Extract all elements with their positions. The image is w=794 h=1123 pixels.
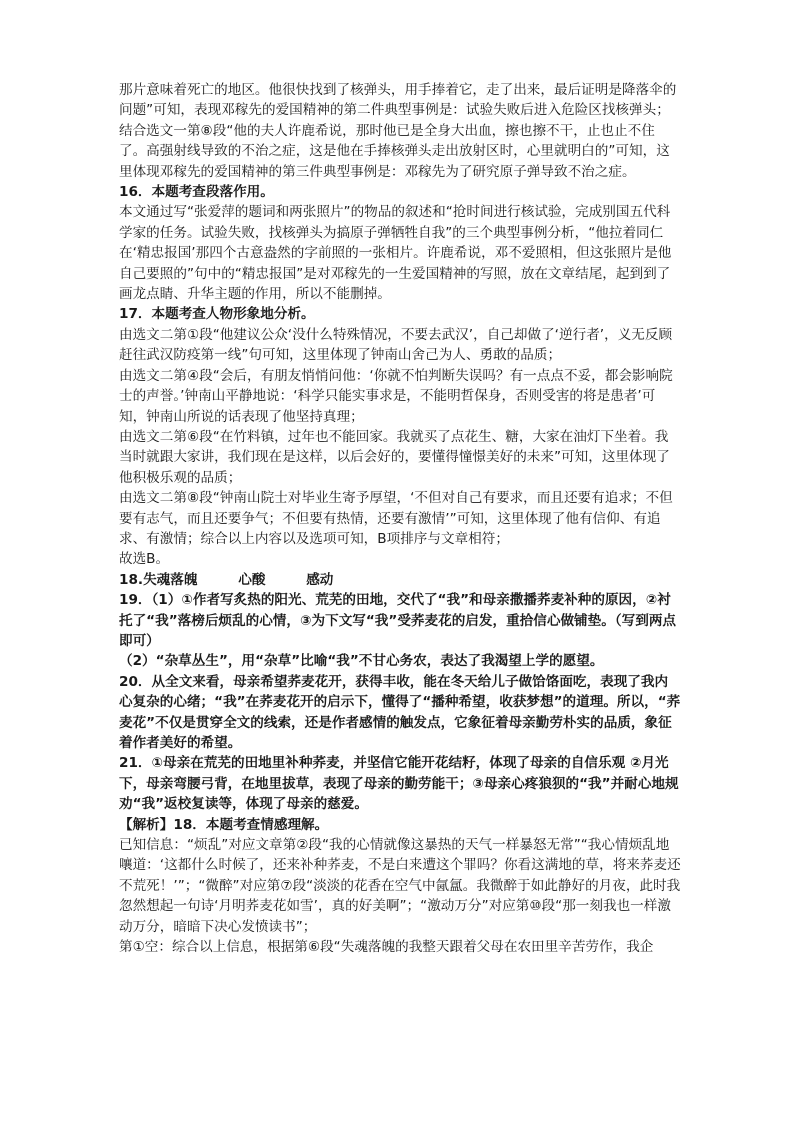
paragraph-answer-17-d: 由选文二第⑧段“钟南山院士对毕业生寄予厚望，‘不但对自己有要求，而且还要有追求；不但要有志气，而且还要争气；不但要有热情，还要有激情’”可知，这里体现了他有信仰、有追求、有激情；综合以上内容以及选项可知，B项排序与文章相符； — [119, 490, 673, 547]
paragraph-answer-17-b: 由选文二第④段“会后，有朋友悄悄问他：‘你就不怕判断失误吗？有一点点不妥，都会影响院士的声誉。’钟南山平静地说：‘科学只能实事求是，不能明哲保身，否则受害的将是患者’可知，钟南山所说的话表现了他坚持真理； — [119, 367, 673, 425]
analysis-18-blank-1: 第①空：综合以上信息，根据第⑥段“失魂落魄的我整天跟着父母在农田里辛苦劳作，我企 — [119, 939, 654, 956]
answer-19-2: （2）“杂草丛生”，用“杂草”比喻“我”不甘心务农，表达了我渴望上学的愿望。 — [119, 653, 604, 670]
question-16-heading: 16．本题考查段落作用。 — [119, 184, 274, 201]
analysis-18-info: 已知信息：“烦乱”对应文章第②段“我的心情就像这暴热的天气一样暴怒无常”“我心情烦乱地嚷道：‘这都什么时候了，还来补种荞麦，不是白来遭这个罪吗？你看这满地的草，将来荞麦还不荒死！’”；“微醉”对应第⑦段“淡淡的花香在空气中氤氲。我微醉于如此静好的月夜，此时我忽然想起一句诗‘月明荞麦花如雪’，真的好美啊”；“激动万分”对应第⑩段“那一刻我也一样激动万分，暗暗下决心发愤读书”； — [119, 837, 681, 935]
paragraph-answer-16: 本文通过写“张爱萍的题词和两张照片”的物品的叙述和“抢时间进行核试验，完成别国五代科学家的任务。试验失败，找核弹头为搞原子弹牺牲自我”的三个典型事例分析，“他拉着同仁在‘精忠报国’那四个古意盎然的字前照的一张相片。许鹿希说，邓不爱照相，但这张照片是他自己要照的”句中的“精忠报国”是对邓稼先的一生爱国精神的写照，放在文章结尾，起到到了画龙点睛、升华主题的作用，所以不能删掉。 — [119, 204, 672, 303]
answer-18: 18.失魂落魄 心酸 感动 — [119, 571, 334, 588]
answer-21: 21．①母亲在荒芜的田地里补种荞麦，并坚信它能开花结籽，体现了母亲的自信乐观 ②月光下，母亲弯腰弓背，在地里拔草，表现了母亲的勤劳能干；③母亲心疼狼狈的“我”并耐心地规劝“我”返校复读等，体现了母亲的慈爱。 — [119, 755, 679, 813]
paragraph-answer-17-choice: 故选B。 — [119, 551, 170, 568]
paragraph-answer-17-c: 由选文二第⑥段“在竹料镇，过年也不能回家。我就买了点花生、糖，大家在油灯下坐着。我当时就跟大家讲，我们现在是这样，以后会好的，要懂得憧憬美好的未来”可知，这里体现了他积极乐观的品质； — [119, 428, 670, 486]
paragraph-answer-15-cont: 那片意味着死亡的地区。他很快找到了核弹头，用手捧着它，走了出来，最后证明是降落伞的问题”可知，表现邓稼先的爱国精神的第二件典型事例是：试验失败后进入危险区找核弹头； — [119, 82, 677, 119]
paragraph-answer-17-a: 由选文二第①段“他建议公众‘没什么特殊情况，不要去武汉’，自己却做了‘逆行者’，义无反顾赶往武汉防疫第一线”句可知，这里体现了钟南山舍己为人、勇敢的品质； — [119, 326, 673, 364]
answer-19-1: 19．（1）①作者写炙热的阳光、荒芜的田地，交代了“我”和母亲撒播荞麦补种的原因，②衬托了“我”落榜后烦乱的心情，③为下文写“我”受荞麦花的启发，重拾信心做铺垫。（写到两点即可） — [119, 592, 677, 649]
paragraph-answer-15-third: 结合选文一第⑧段“他的夫人许鹿希说，那时他已是全身大出血，擦也擦不干，止也止不住了。高强射线导致的不治之症，这是他在手捧核弹头走出放射区时，心里就明白的”可知，这里体现邓稼先的爱国精神的第三件典型事例是：邓稼先为了研究原子弹导致不治之症。 — [119, 122, 670, 180]
analysis-18-heading: 【解析】18．本题考查情感理解。 — [119, 816, 329, 833]
answer-20: 20．从全文来看，母亲希望荞麦花开，获得丰收，能在冬天给儿子做饸饹面吃，表现了我内心复杂的心绪；“我”在荞麦花开的启示下，懂得了“播种希望，收获梦想”的道理。所以，“荞麦花”不仅是贯穿全文的线索，还是作者感情的触发点，它象征着母亲勤劳朴实的品质，象征着作者美好的希望。 — [119, 673, 681, 751]
document-page — [119, 80, 681, 957]
question-17-heading: 17．本题考查人物形象地分析。 — [119, 306, 315, 323]
